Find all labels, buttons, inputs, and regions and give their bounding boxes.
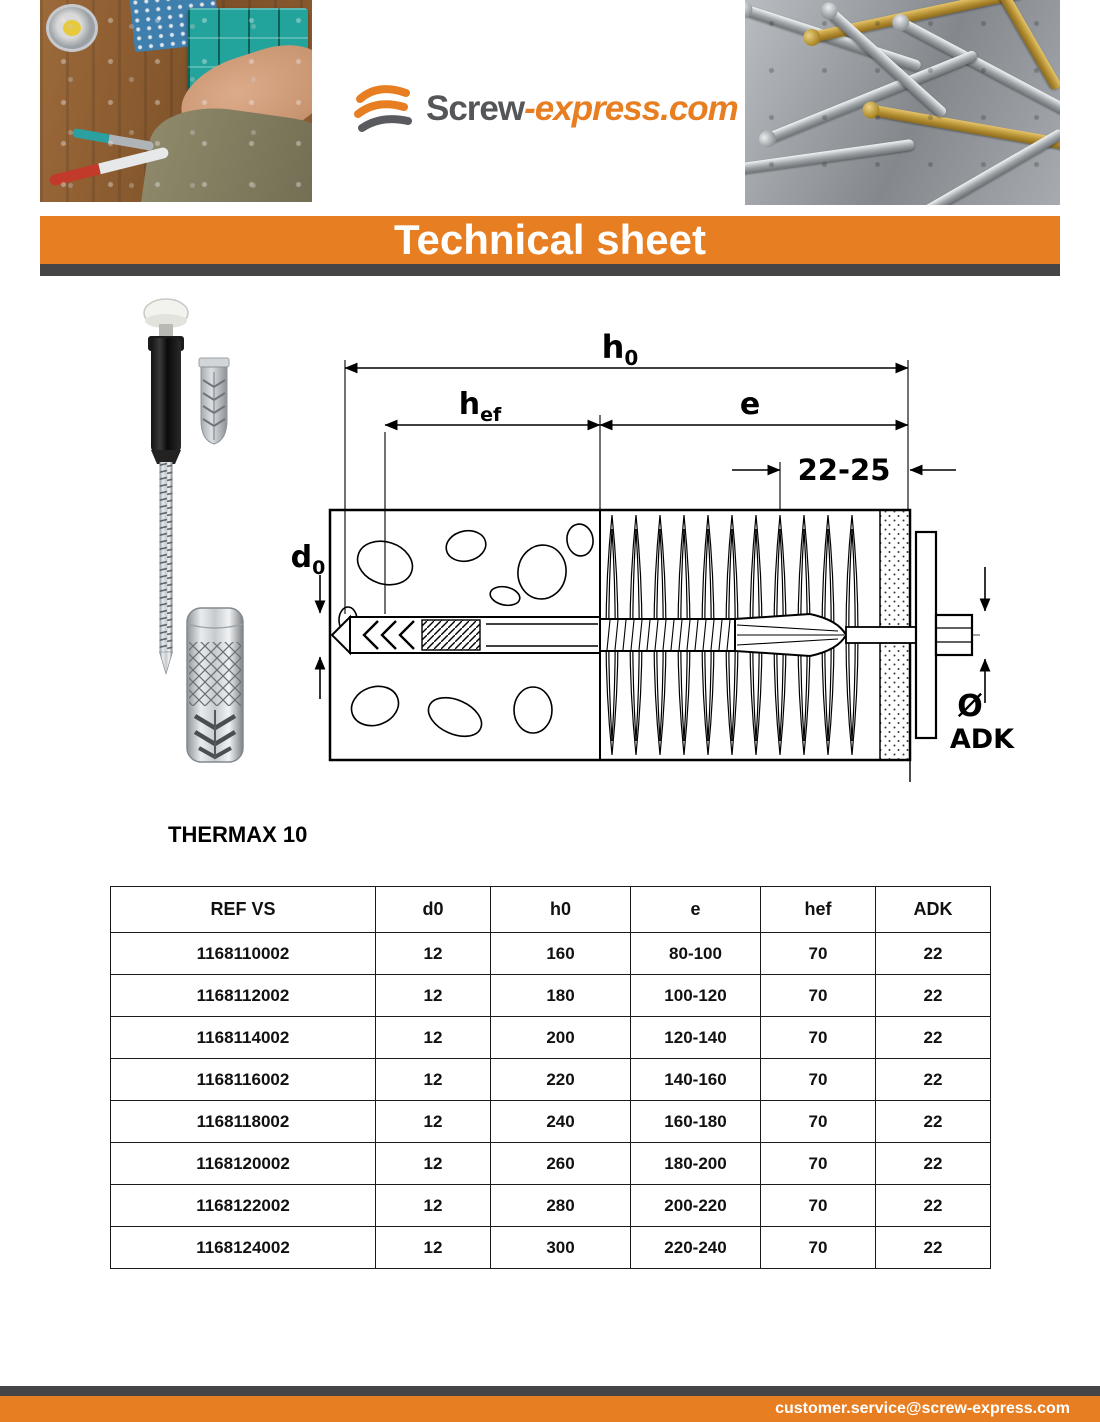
table-cell: 160-180: [631, 1101, 761, 1143]
table-cell: 22: [876, 1185, 991, 1227]
column-header: ADK: [876, 887, 991, 933]
table-row: [111, 1059, 991, 1101]
screw-image: [761, 49, 978, 145]
spec-table: [110, 886, 991, 1269]
table-cell: 70: [761, 1185, 876, 1227]
table-cell: 12: [376, 1227, 491, 1269]
table-cell: 22: [876, 975, 991, 1017]
parts-organizer-box: [188, 8, 308, 96]
column-header: d0: [376, 887, 491, 933]
table-row: [111, 933, 991, 975]
logo-brand-text: Screw: [426, 89, 525, 128]
spec-table-header-row: [111, 887, 991, 933]
table-cell: 1168110002: [111, 933, 376, 975]
screwdriver: [48, 146, 169, 186]
hand: [171, 33, 312, 159]
table-row: [111, 1143, 991, 1185]
table-row: [111, 975, 991, 1017]
table-cell: 80-100: [631, 933, 761, 975]
table-cell: 12: [376, 1143, 491, 1185]
table-cell: 70: [761, 1143, 876, 1185]
screw-thread-section: [600, 619, 735, 651]
dim-label-e: e: [739, 387, 761, 422]
dim-label-h0: $h_0$: [601, 328, 639, 370]
table-cell: 12: [376, 1185, 491, 1227]
screw-image: [806, 0, 1023, 44]
table-cell: 22: [876, 1017, 991, 1059]
table-cell: 70: [761, 1059, 876, 1101]
table-row: [111, 1017, 991, 1059]
screw-image: [745, 139, 915, 176]
table-cell: 22: [876, 1059, 991, 1101]
screw-image: [745, 3, 922, 72]
table-cell: 160: [491, 933, 631, 975]
table-cell: 1168122002: [111, 1185, 376, 1227]
product-name: THERMAX 10: [168, 822, 308, 847]
metal-anchor-image: [187, 608, 243, 762]
screw-image: [978, 0, 1060, 91]
screw-image: [866, 104, 1060, 151]
table-row: [111, 1101, 991, 1143]
table-cell: 180: [491, 975, 631, 1017]
shirt-sleeve: [140, 99, 312, 202]
blue-parts-tray: [129, 0, 220, 52]
table-cell: 12: [376, 1101, 491, 1143]
table-cell: 22: [876, 1143, 991, 1185]
tape-measure: [46, 4, 98, 52]
table-cell: 180-200: [631, 1143, 761, 1185]
table-cell: 70: [761, 1227, 876, 1269]
dim-label-diameter: Ø: [957, 689, 983, 724]
dim-label-adk: ADK: [949, 724, 1015, 755]
workbench-photo: [40, 0, 312, 202]
table-cell: 70: [761, 1017, 876, 1059]
screw-image: [822, 4, 948, 119]
table-row: [111, 1227, 991, 1269]
screws-pile-photo: [745, 0, 1060, 205]
banner-underline: [40, 264, 1060, 276]
dim-label-offset: 22-25: [797, 453, 891, 487]
table-cell: 200: [491, 1017, 631, 1059]
table-cell: 12: [376, 975, 491, 1017]
table-cell: 22: [876, 1101, 991, 1143]
footer-divider: [0, 1386, 1100, 1396]
screw-logo-icon: [352, 80, 416, 138]
table-cell: 22: [876, 1227, 991, 1269]
table-cell: 1168124002: [111, 1227, 376, 1269]
adk-washer-plate: [916, 532, 936, 738]
table-cell: 280: [491, 1185, 631, 1227]
table-cell: 140-160: [631, 1059, 761, 1101]
table-cell: 1168116002: [111, 1059, 376, 1101]
table-cell: 1168114002: [111, 1017, 376, 1059]
customer-service-email: customer.service@screw-express.com: [775, 1400, 1070, 1417]
product-photos: [115, 292, 265, 782]
table-row: [111, 1185, 991, 1227]
table-cell: 1168118002: [111, 1101, 376, 1143]
table-cell: 70: [761, 933, 876, 975]
table-cell: 70: [761, 1101, 876, 1143]
table-cell: 100-120: [631, 975, 761, 1017]
brand-logo: [352, 72, 738, 146]
dim-label-hef: $h_{ef}$: [458, 387, 502, 426]
hex-head: [936, 615, 972, 655]
column-header: h0: [491, 887, 631, 933]
table-cell: 12: [376, 933, 491, 975]
table-cell: 12: [376, 1059, 491, 1101]
screw-image: [904, 128, 1060, 205]
title-banner: [40, 216, 1060, 264]
table-cell: 220-240: [631, 1227, 761, 1269]
pliers: [72, 128, 154, 151]
column-header: REF VS: [111, 887, 376, 933]
column-header: e: [631, 887, 761, 933]
screw-image: [894, 16, 1060, 120]
spec-table-body: [111, 933, 991, 1269]
column-header: hef: [761, 887, 876, 933]
table-cell: 12: [376, 1017, 491, 1059]
table-cell: 70: [761, 975, 876, 1017]
logo-text: [426, 89, 738, 129]
table-cell: 240: [491, 1101, 631, 1143]
table-cell: 1168120002: [111, 1143, 376, 1185]
table-cell: 1168112002: [111, 975, 376, 1017]
table-cell: 220: [491, 1059, 631, 1101]
table-cell: 22: [876, 933, 991, 975]
table-cell: 120-140: [631, 1017, 761, 1059]
technical-diagram: [280, 320, 1030, 790]
nylon-plug-image: [199, 358, 229, 444]
page-title: Technical sheet: [393, 216, 706, 263]
thermax-screw-image: [144, 299, 188, 674]
footer-bar: [0, 1396, 1100, 1422]
table-cell: 300: [491, 1227, 631, 1269]
dim-label-d0: $d_0$: [290, 540, 326, 579]
table-cell: 260: [491, 1143, 631, 1185]
logo-suffix-text: -express.com: [524, 89, 738, 128]
table-cell: 200-220: [631, 1185, 761, 1227]
